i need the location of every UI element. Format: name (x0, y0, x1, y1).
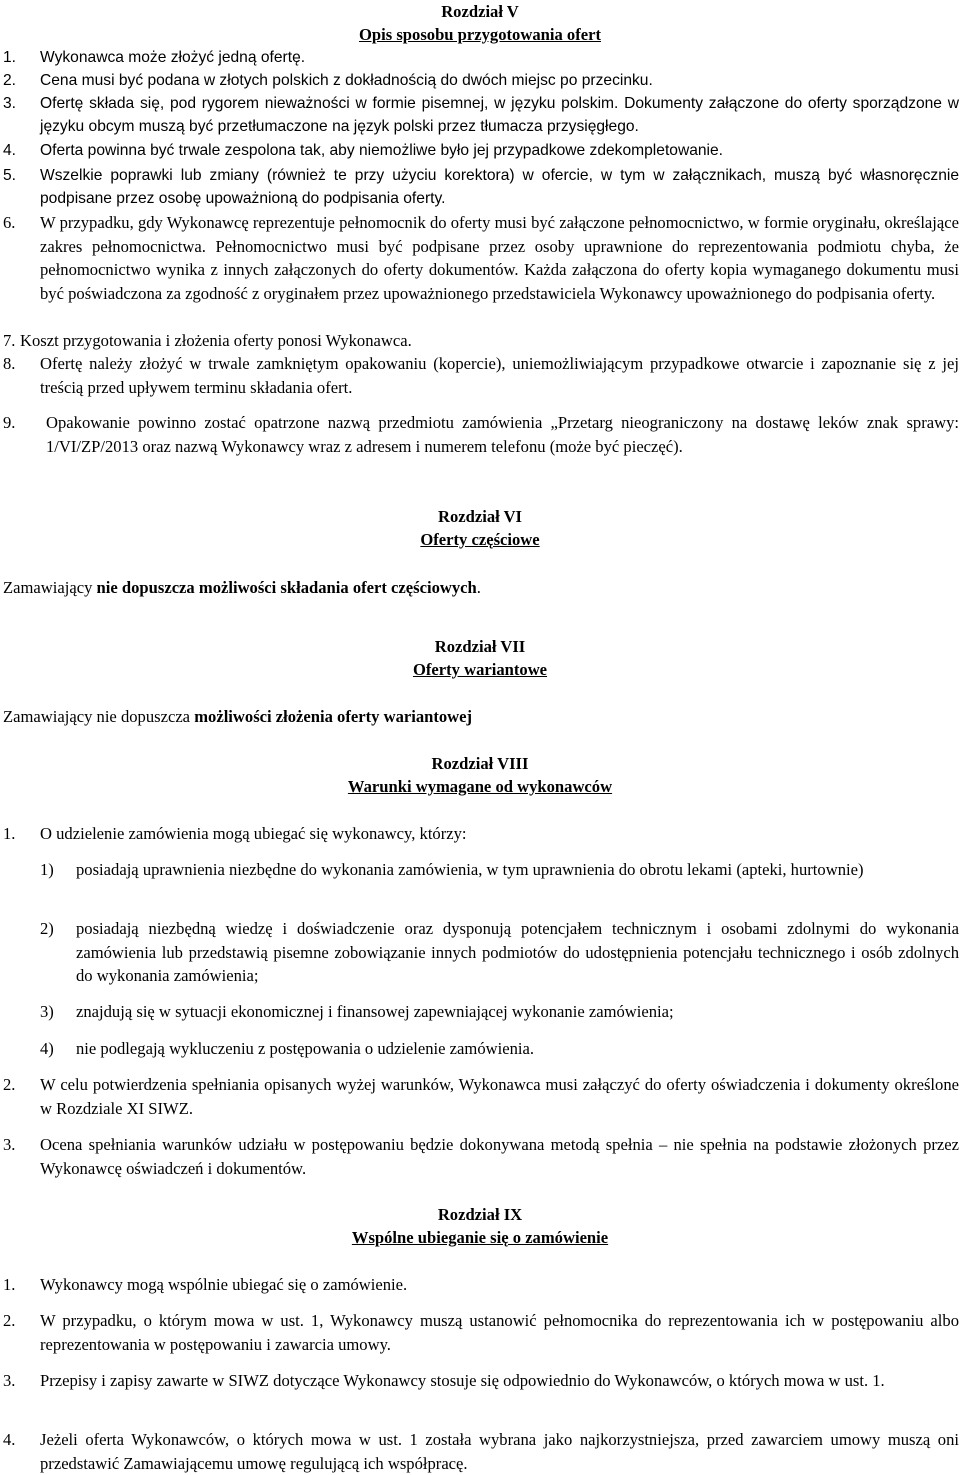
item-number: 9. (3, 413, 16, 432)
subitem-number: 1) (40, 860, 54, 879)
chapter-7-title: Rozdział VII (434, 637, 526, 656)
item-text: W przypadku, o którym mowa w ust. 1, Wykonawcy muszą ustanowić pełnomocnika do reprezentowania ich w postępowaniu albo reprezentowania w postępowaniu i zawarcia umowy. (40, 1311, 959, 1354)
item-text: Opakowanie powinno zostać opatrzone nazwą przedmiotu zamówienia „Przetarg nieograniczony na dostawę leków znak sprawy: 1/VI/ZP/2013 oraz nazwą Wykonawcy wraz z adresem i numerem telefonu (może być pieczęć). (46, 413, 959, 456)
item-text: W celu potwierdzenia spełniania opisanych wyżej warunków, Wykonawca musi załączyć do oferty oświadczenia i dokumenty określone w Rozdziale XI SIWZ. (40, 1075, 959, 1118)
text-suffix: . (476, 578, 481, 597)
subitem-text: posiadają niezbędną wiedzę i doświadczenie oraz dysponują potencjałem technicznym i osobami zdolnymi do wykonania zamówienia lub przedstawią pisemne zobowiązanie innych podmiotów do udostępnienia potencjału technicznego i osób zdolnych do wykonania zamówienia; (76, 919, 959, 985)
item-number: 3. (3, 1371, 16, 1390)
item-text: Wykonawcy mogą wspólnie ubiegać się o zamówienie. (40, 1275, 408, 1294)
chapter-5-subtitle (0, 23, 960, 47)
subitem-text: nie podlegają wykluczeniu z postępowania o udzielenie zamówienia. (76, 1039, 534, 1058)
item-text: Cena musi być podana w złotych polskich z dokładnością do dwóch miejsc po przecinku. (40, 72, 653, 89)
text-prefix: Zamawiający nie dopuszcza (3, 707, 195, 726)
item-text: Koszt przygotowania i złożenia oferty ponosi Wykonawca. (20, 331, 412, 350)
text-prefix: Zamawiający (3, 578, 97, 597)
chapter-7-subtitle-text: Oferty wariantowe (412, 660, 548, 679)
item-text: O udzielenie zamówienia mogą ubiegać się wykonawcy, którzy: (40, 824, 467, 843)
text-bold: nie dopuszcza możliwości składania ofert częściowych (96, 578, 477, 597)
item-text: Ocena spełniania warunków udziału w postępowaniu będzie dokonywana metodą spełnia – nie spełnia na podstawie złożonych przez Wykonawcę oświadczeń i dokumentów. (40, 1135, 959, 1178)
chapter-9-subtitle-text: Wspólne ubieganie się o zamówienie (351, 1228, 609, 1247)
item-number: 1. (3, 49, 17, 66)
item-text: W przypadku, gdy Wykonawcę reprezentuje pełnomocnik do oferty musi być załączone pełnomocnictwo, w formie oryginału, określające zakres pełnomocnictwa. Pełnomocnictwo musi być podpisane przez osoby uprawnione do reprezentowania podmiotu chyba, że pełnomocnictwo wynika z innych załączonych do oferty dokumentów. Każda załączona do oferty kopia wymaganego dokumentu musi być poświadczona za zgodność z oryginałem przez upoważnionego przedstawiciela Wykonawcy upoważnionego do podpisania oferty. (40, 213, 959, 303)
item-number: 4. (3, 1430, 16, 1449)
item-number: 3. (3, 95, 17, 112)
subitem-number: 4) (40, 1039, 54, 1058)
item-text: Wszelkie poprawki lub zmiany (również te przy użyciu korektora) w ofercie, w tym w załącznikach, muszą być własnoręcznie podpisane przez osobę upoważnioną do podpisania oferty. (40, 167, 959, 208)
item-number: 5. (3, 167, 17, 184)
chapter-7-text (3, 705, 959, 729)
subitem-text: znajdują się w sytuacji ekonomicznej i finansowej zapewniającej wykonanie zamówienia; (76, 1002, 674, 1021)
chapter-8-subtitle-text: Warunki wymagane od wykonawców (347, 777, 613, 796)
item-number: 1. (3, 824, 16, 843)
item-text: Oferta powinna być trwale zespolona tak, aby niemożliwe było jej przypadkowe zdekompletowanie. (40, 142, 724, 159)
item-number: 2. (3, 1311, 16, 1330)
subitem-text: posiadają uprawnienia niezbędne do wykonania zamówienia, w tym uprawnienia do obrotu lekami (apteki, hurtownie) (76, 860, 864, 879)
item-text: Jeżeli oferta Wykonawców, o których mowa w ust. 1 została wybrana jako najkorzystniejsza, przed zawarciem umowy muszą oni przedstawić Zamawiającemu umowę regulującą ich współpracę. (40, 1430, 959, 1473)
item-number: 8. (3, 354, 16, 373)
item-number: 3. (3, 1135, 16, 1154)
chapter-5-subtitle-text: Opis sposobu przygotowania ofert (358, 25, 601, 44)
chapter-8-title: Rozdział VIII (431, 754, 529, 773)
chapter-8-subtitle (0, 775, 960, 799)
text-bold: możliwości złożenia oferty wariantowej (194, 707, 473, 726)
chapter-9-title: Rozdział IX (437, 1205, 523, 1224)
chapter-7-subtitle (0, 658, 960, 682)
chapter-9-subtitle (0, 1226, 960, 1250)
item-text: Ofertę należy złożyć w trwale zamkniętym opakowaniu (kopercie), uniemożliwiającym przypadkowe otwarcie i zapoznanie się z jej treścią przed upływem terminu składania ofert. (40, 354, 959, 397)
item-text: Przepisy i zapisy zawarte w SIWZ dotyczące Wykonawcy stosuje się odpowiednio do Wykonawców, o których mowa w ust. 1. (40, 1371, 885, 1390)
subitem-number: 2) (40, 919, 54, 938)
subitem-number: 3) (40, 1002, 54, 1021)
chapter-6-text (3, 576, 959, 600)
chapter-6-title: Rozdział VI (437, 507, 523, 526)
item-number: 6. (3, 213, 16, 232)
item-number: 1. (3, 1275, 16, 1294)
chapter-6-subtitle (0, 528, 960, 552)
item-number: 2. (3, 72, 17, 89)
item-number: 4. (3, 142, 17, 159)
item-text: Wykonawca może złożyć jedną ofertę. (40, 49, 306, 66)
chapter-6-subtitle-text: Oferty częściowe (420, 530, 540, 549)
item-number: 7. (3, 331, 16, 350)
item-number: 2. (3, 1075, 16, 1094)
item-text: Ofertę składa się, pod rygorem nieważności w formie pisemnej, w języku polskim. Dokumenty załączone do oferty sporządzone w języku obcym muszą być przetłumaczone na język polski przez tłumacza przysięgłego. (40, 95, 959, 136)
chapter-5-title: Rozdział V (441, 2, 519, 21)
